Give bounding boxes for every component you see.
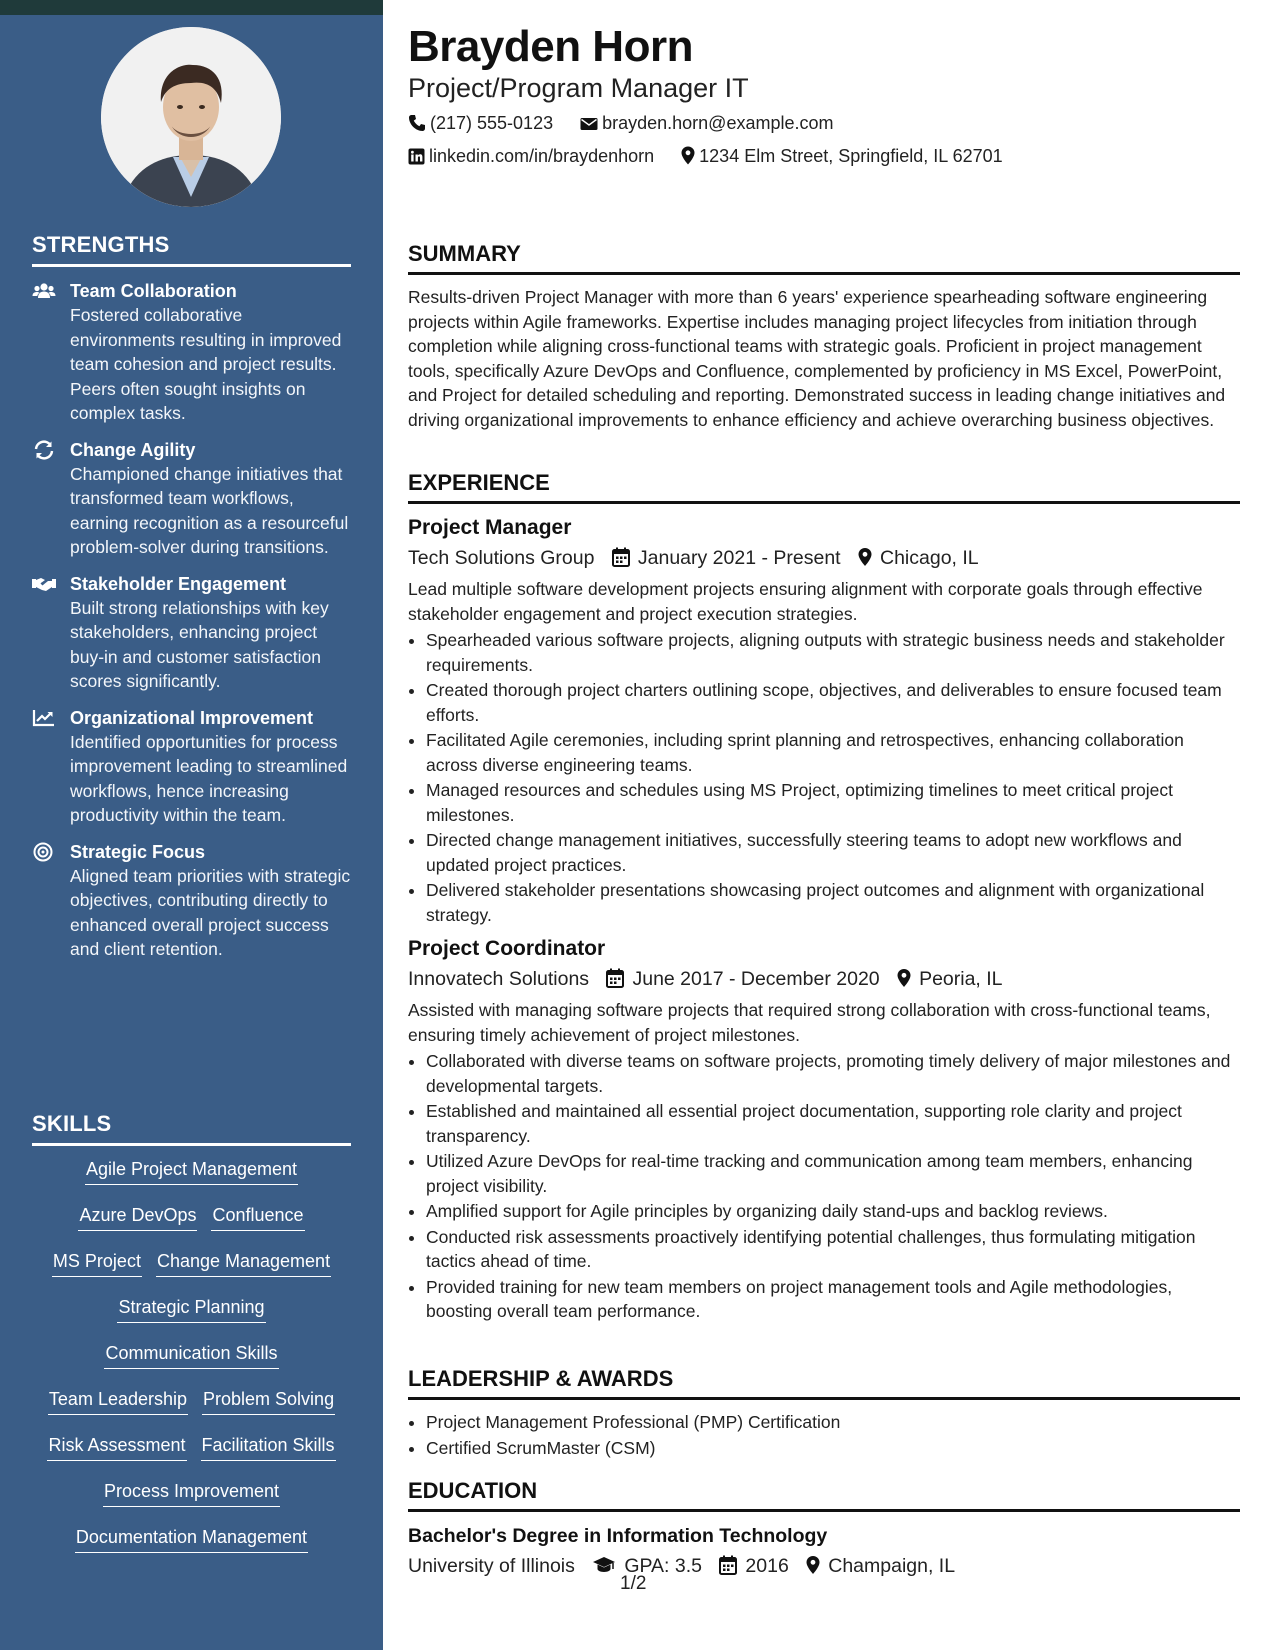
- leadership-section: [408, 1366, 1240, 1461]
- strength-name: Change Agility: [70, 439, 196, 460]
- strengths-section: [32, 232, 351, 962]
- job-entry: [408, 514, 1240, 927]
- users-icon: [32, 281, 56, 301]
- map-pin-icon: [681, 146, 695, 165]
- strength-name: Strategic Focus: [70, 841, 206, 862]
- contact-row-1: [408, 113, 856, 134]
- strengths-heading: STRENGTHS: [32, 232, 351, 267]
- sync-icon: [32, 440, 56, 460]
- experience-section: [408, 470, 1240, 1325]
- skill-tag: Azure DevOps: [78, 1202, 197, 1231]
- job-bullet: • Provided training for new team members on project management tools and Agile methodologies, boosting overall team performance.: [426, 1275, 1240, 1324]
- linkedin-icon: [408, 148, 425, 165]
- job-bullet: • Created thorough project charters outlining scope, objectives, and deliverables to ensure focused team efforts.: [426, 678, 1240, 727]
- job-bullet: • Established and maintained all essential project documentation, supporting role clarity and project transparency.: [426, 1099, 1240, 1148]
- candidate-name: Brayden Horn: [408, 22, 693, 71]
- strength-item: [32, 706, 351, 828]
- gpa-text: GPA: 3.5: [624, 1555, 702, 1577]
- phone-icon: [408, 114, 426, 132]
- calendar-icon: [719, 1555, 737, 1575]
- strength-description: Championed change initiatives that transformed team workflows, earning recognition as a resourceful problem-solver during transitions.: [70, 463, 349, 557]
- school-name: University of Illinois: [408, 1555, 575, 1577]
- job-bullets: [408, 628, 1240, 927]
- linkedin-contact[interactable]: [408, 146, 654, 167]
- education-meta: [408, 1550, 1240, 1582]
- strength-item: [32, 279, 351, 426]
- skill-tag: Team Leadership: [48, 1386, 188, 1415]
- job-bullet: • Delivered stakeholder presentations showcasing project outcomes and alignment with organizational strategy.: [426, 878, 1240, 927]
- degree-title: Bachelor's Degree in Information Technology: [408, 1525, 828, 1547]
- skill-tag: MS Project: [52, 1248, 142, 1277]
- skill-tag: Facilitation Skills: [201, 1432, 336, 1461]
- job-title: Project Manager: [408, 516, 572, 539]
- contact-row-2: [408, 146, 1025, 167]
- calendar-icon: [612, 547, 630, 567]
- email-contact[interactable]: [580, 113, 833, 134]
- skills-heading: SKILLS: [32, 1111, 351, 1146]
- summary-text: Results-driven Project Manager with more than 6 years' experience spearheading software engineering projects within Agile frameworks. Expertise includes managing project lifecycles from initiation through completion while aligning cross-functional teams with strategic goals. Proficient in project management tools, specifically Azure DevOps and Confluence, complemented by proficiency in MS Excel, PowerPoint, and Project for detailed scheduling and reporting. Demonstrated success in leading change initiatives and driving organizational improvements to enhance efficiency and achieve overarching business objectives.: [408, 287, 1226, 430]
- strength-item: [32, 438, 351, 560]
- skill-tag: Process Improvement: [103, 1478, 280, 1507]
- job-location: Chicago, IL: [880, 547, 979, 569]
- experience-heading: EXPERIENCE: [408, 470, 1240, 504]
- education-heading: EDUCATION: [408, 1478, 1240, 1512]
- strength-item: [32, 840, 351, 962]
- award-item: • Certified ScrumMaster (CSM): [426, 1436, 1240, 1461]
- map-pin-icon: [897, 968, 911, 988]
- award-item: • Project Management Professional (PMP) Certification: [426, 1410, 1240, 1435]
- candidate-role: Project/Program Manager IT: [408, 73, 749, 103]
- job-company: Tech Solutions Group: [408, 547, 595, 569]
- job-entry: [408, 935, 1240, 1324]
- leadership-list: [408, 1410, 1240, 1460]
- skills-section: [32, 1111, 351, 1570]
- skill-tag: Agile Project Management: [85, 1156, 298, 1185]
- job-dates: June 2017 - December 2020: [632, 968, 880, 990]
- job-bullets: [408, 1049, 1240, 1324]
- skill-tag: Confluence: [211, 1202, 304, 1231]
- job-bullet: • Facilitated Agile ceremonies, including sprint planning and retrospectives, enhancing collaboration across diverse engineering teams.: [426, 728, 1240, 777]
- phone-text: (217) 555-0123: [430, 113, 554, 133]
- skill-tag: Change Management: [156, 1248, 331, 1277]
- phone-contact: [408, 113, 553, 134]
- job-bullet: • Collaborated with diverse teams on software projects, promoting timely delivery of major milestones and developmental targets.: [426, 1049, 1240, 1098]
- job-bullet: • Amplified support for Agile principles by organizing daily stand-ups and backlog reviews.: [426, 1199, 1240, 1224]
- map-pin-icon: [806, 1555, 820, 1575]
- skill-tag: Problem Solving: [202, 1386, 335, 1415]
- job-meta: [408, 542, 1240, 574]
- sidebar-top-bar: [0, 0, 383, 15]
- strength-description: Built strong relationships with key stakeholders, enhancing project buy-in and customer satisfaction scores significantly.: [70, 597, 329, 691]
- strength-description: Identified opportunities for process improvement leading to streamlined workflows, hence increasing productivity within the team.: [70, 731, 348, 825]
- summary-section: [408, 241, 1240, 432]
- strength-name: Stakeholder Engagement: [70, 573, 287, 594]
- school-location: Champaign, IL: [828, 1555, 956, 1577]
- job-bullet: • Spearheaded various software projects, aligning outputs with strategic business needs and stakeholder requirements.: [426, 628, 1240, 677]
- skills-list: [32, 1156, 351, 1553]
- skill-tag: Strategic Planning: [117, 1294, 265, 1323]
- job-summary: Lead multiple software development projects ensuring alignment with corporate goals through effective stakeholder engagement and project execution strategies.: [408, 579, 1203, 624]
- job-bullet: • Utilized Azure DevOps for real-time tracking and communication among team members, enhancing project visibility.: [426, 1149, 1240, 1198]
- linkedin-text: linkedin.com/in/braydenhorn: [429, 146, 655, 166]
- education-section: [408, 1478, 1240, 1585]
- profile-photo: [101, 27, 281, 207]
- job-bullet: • Directed change management initiatives, successfully steering teams to adopt new workflows and updated project practices.: [426, 828, 1240, 877]
- job-dates: January 2021 - Present: [637, 547, 841, 569]
- target-icon: [32, 842, 56, 862]
- strength-name: Team Collaboration: [70, 281, 237, 301]
- graduation-year: 2016: [745, 1555, 789, 1577]
- job-bullet: • Conducted risk assessments proactively identifying potential challenges, thus formulating mitigation tactics ahead of time.: [426, 1225, 1240, 1274]
- envelope-icon: [580, 116, 598, 132]
- strength-item: [32, 572, 351, 694]
- handshake-icon: [32, 574, 56, 594]
- job-meta: [408, 963, 1240, 995]
- skill-tag: Communication Skills: [104, 1340, 278, 1369]
- strength-description: Aligned team priorities with strategic objectives, contributing directly to enhanced overall project success and client retention.: [70, 865, 351, 959]
- address-contact: [681, 146, 1003, 167]
- sidebar: [0, 0, 383, 1650]
- map-pin-icon: [858, 547, 872, 567]
- leadership-heading: LEADERSHIP & AWARDS: [408, 1366, 1240, 1400]
- job-summary: Assisted with managing software projects that required strong collaboration with cross-functional teams, ensuring timely achievement of project milestones.: [408, 1000, 1211, 1045]
- skill-tag: Risk Assessment: [47, 1432, 186, 1461]
- chart-line-icon: [32, 708, 56, 728]
- summary-heading: SUMMARY: [408, 241, 1240, 275]
- calendar-icon: [606, 968, 624, 988]
- strength-description: Fostered collaborative environments resulting in improved team cohesion and project results. Peers often sought insights on complex tasks.: [70, 305, 342, 423]
- address-text: 1234 Elm Street, Springfield, IL 62701: [699, 146, 1003, 166]
- email-text: brayden.horn@example.com: [602, 113, 834, 133]
- strength-name: Organizational Improvement: [70, 707, 314, 728]
- job-location: Peoria, IL: [919, 968, 1003, 990]
- job-title: Project Coordinator: [408, 937, 606, 960]
- job-company: Innovatech Solutions: [408, 968, 590, 990]
- page-number: 1/2: [620, 1573, 647, 1594]
- job-bullet: • Managed resources and schedules using MS Project, optimizing timelines to meet critical project milestones.: [426, 778, 1240, 827]
- graduation-cap-icon: [592, 1555, 616, 1575]
- skill-tag: Documentation Management: [75, 1524, 308, 1553]
